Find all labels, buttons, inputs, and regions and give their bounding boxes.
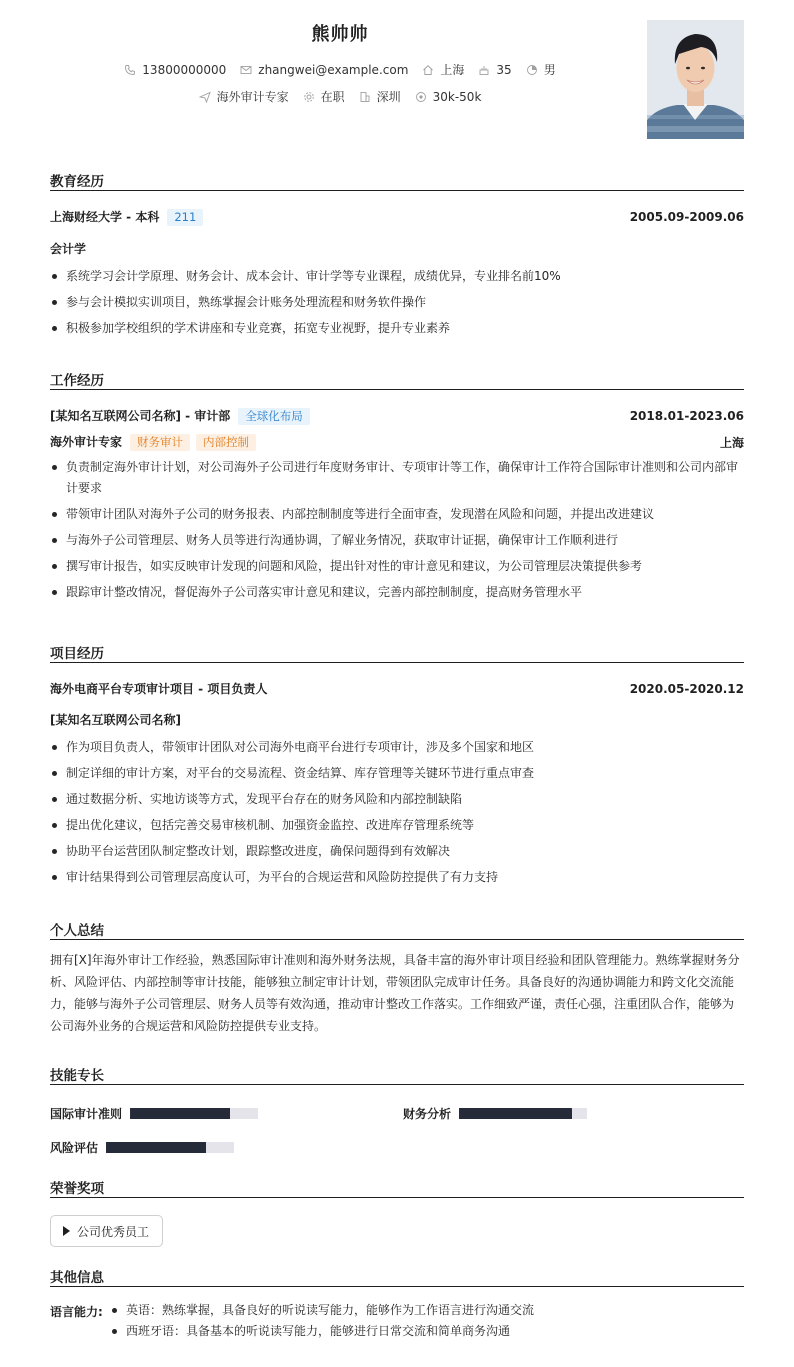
list-item: 英语：熟练掌握，具备良好的听说读写能力，能够作为工作语言进行沟通交流 — [110, 1300, 534, 1321]
project-bullets — [50, 737, 744, 888]
education-bullets — [50, 266, 744, 339]
major: 会计学 — [50, 242, 87, 256]
company-tag: 全球化布局 — [238, 408, 310, 425]
resume-header — [50, 18, 744, 148]
role-row — [50, 433, 744, 451]
age-item — [478, 61, 511, 78]
skills-section — [50, 1064, 744, 1154]
education-header-row — [50, 208, 744, 226]
education-title: 教育经历 — [50, 170, 744, 191]
list-item: 跟踪审计整改情况，督促海外子公司落实审计意见和建议，完善内部控制制度，提高财务管理水平 — [50, 582, 744, 603]
job-intent-row — [50, 88, 630, 105]
skill-bar — [130, 1108, 258, 1119]
skill-name: 财务分析 — [403, 1107, 452, 1121]
email-text: zhangwei@example.com — [258, 62, 409, 77]
list-item: 审计结果得到公司管理层高度认可，为平台的合规运营和风险防控提供了有力支持 — [50, 867, 744, 888]
status-text: 在职 — [320, 90, 345, 104]
list-item: 与海外子公司管理层、财务人员等进行沟通协调，了解业务情况，获取审计证据，确保审计工作顺利进行 — [50, 530, 744, 551]
project-name: 海外电商平台专项审计项目 - 项目负责人 — [50, 682, 268, 696]
skill-bar-fill — [459, 1108, 572, 1119]
project-company: [某知名互联网公司名称] — [50, 713, 181, 727]
summary-title: 个人总结 — [50, 919, 744, 940]
school-name: 上海财经大学 - 本科 — [50, 210, 160, 224]
language-list — [110, 1300, 534, 1342]
cake-icon — [478, 64, 490, 76]
list-item: 带领审计团队对海外子公司的财务报表、内部控制制度等进行全面审查，发现潜在风险和问题，并提出改进建议 — [50, 504, 744, 525]
education-section — [50, 170, 744, 339]
work-title: 工作经历 — [50, 369, 744, 390]
gear-icon — [303, 91, 315, 103]
project-section — [50, 642, 744, 888]
phone-item — [124, 61, 226, 78]
list-item: 撰写审计报告，如实反映审计发现的问题和风险，提出针对性的审计意见和建议，为公司管理层决策提供参考 — [50, 556, 744, 577]
other-title: 其他信息 — [50, 1266, 744, 1287]
work-section — [50, 369, 744, 603]
school-tag: 211 — [167, 209, 203, 226]
list-item: 西班牙语：具备基本的听说读写能力，能够进行日常交流和简单商务沟通 — [110, 1321, 534, 1342]
coin-icon — [415, 91, 427, 103]
target-city-item — [359, 88, 401, 105]
work-period: 2018.01-2023.06 — [629, 409, 744, 423]
project-title: 项目经历 — [50, 642, 744, 663]
project-header-row — [50, 680, 744, 697]
other-section — [50, 1266, 744, 1366]
work-header-row — [50, 407, 744, 425]
list-item: 提出优化建议，包括完善交易审核机制、加强资金监控、改进库存管理系统等 — [50, 815, 744, 836]
home-icon — [422, 64, 434, 76]
salary-item — [415, 88, 482, 105]
list-item: 负责制定海外审计计划，对公司海外子公司进行年度财务审计、专项审计等工作，确保审计工作符合国际审计准则和公司内部审计要求 — [50, 457, 744, 499]
skill-name: 国际审计准则 — [50, 1107, 123, 1121]
skill-name: 风险评估 — [50, 1141, 99, 1155]
list-item: 系统学习会计学原理、财务会计、成本会计、审计学等专业课程，成绩优异，专业排名前10% — [50, 266, 744, 287]
mail-icon — [240, 64, 252, 76]
salary-text: 30k-50k — [432, 89, 482, 104]
project-period: 2020.05-2020.12 — [629, 681, 744, 696]
skill-bar-fill — [130, 1108, 230, 1119]
role-tag: 财务审计 — [130, 434, 190, 451]
skill-bar — [106, 1142, 234, 1153]
award-chip — [50, 1215, 163, 1247]
skill-item — [403, 1105, 587, 1122]
phone-text: 13800000000 — [142, 62, 227, 77]
role-title: 海外审计专家 — [50, 435, 123, 449]
gender-text: 男 — [543, 63, 556, 77]
summary-text: 拥有[X]年海外审计工作经验，熟悉国际审计准则和海外财务法规，具备丰富的海外审计项目经验和团队管理能力。熟练掌握财务分析、风险评估、内部控制等审计技能，能够独立制定审计计划，带领团队完成审计任务。具备良好的沟通协调能力和跨文化交流能力，能够与海外子公司管理层、财务人员等有效沟通，推动审计整改工作落实。工作细致严谨，责任心强，注重团队合作，能够为公司海外业务的合规运营和风险防控提供专业支持。 — [50, 953, 740, 1033]
candidate-name: 熊帅帅 — [311, 24, 369, 45]
work-location: 上海 — [719, 435, 744, 450]
skill-bar-fill — [106, 1142, 206, 1153]
list-item: 参与会计模拟实训项目，熟练掌握会计账务处理流程和财务软件操作 — [50, 292, 744, 313]
skill-bar — [459, 1108, 587, 1119]
role-tag: 内部控制 — [196, 434, 256, 451]
list-item: 通过数据分析、实地访谈等方式，发现平台存在的财务风险和内部控制缺陷 — [50, 789, 744, 810]
phone-icon — [124, 64, 136, 76]
skills-title: 技能专长 — [50, 1064, 744, 1085]
email-item — [240, 61, 408, 78]
gender-item — [526, 61, 556, 78]
position-text: 海外审计专家 — [216, 90, 289, 104]
list-item: 积极参加学校组织的学术讲座和专业竞赛，拓宽专业视野，提升专业素养 — [50, 318, 744, 339]
skill-item — [50, 1139, 234, 1156]
list-item: 制定详细的审计方案，对平台的交易流程、资金结算、库存管理等关键环节进行重点审查 — [50, 763, 744, 784]
profile-photo — [647, 20, 744, 139]
language-label: 语言能力: — [50, 1305, 103, 1319]
company-name: [某知名互联网公司名称] - 审计部 — [50, 409, 231, 423]
status-item — [303, 88, 345, 105]
awards-title: 荣誉奖项 — [50, 1177, 744, 1198]
play-icon — [63, 1226, 70, 1236]
building-icon — [359, 91, 371, 103]
age-text: 35 — [496, 62, 512, 77]
awards-section — [50, 1177, 744, 1257]
contact-row — [50, 61, 630, 78]
award-label: 公司优秀员工 — [77, 1224, 150, 1239]
send-icon — [199, 91, 211, 103]
education-period: 2005.09-2009.06 — [629, 210, 744, 224]
skill-item — [50, 1105, 258, 1122]
work-bullets — [50, 457, 744, 603]
city-text: 上海 — [440, 63, 465, 77]
list-item: 作为项目负责人，带领审计团队对公司海外电商平台进行专项审计，涉及多个国家和地区 — [50, 737, 744, 758]
user-icon — [526, 64, 538, 76]
summary-section — [50, 919, 744, 1037]
city-item — [422, 61, 464, 78]
target-city-text: 深圳 — [376, 90, 401, 104]
position-item — [199, 88, 289, 105]
list-item: 协助平台运营团队制定整改计划，跟踪整改进度，确保问题得到有效解决 — [50, 841, 744, 862]
